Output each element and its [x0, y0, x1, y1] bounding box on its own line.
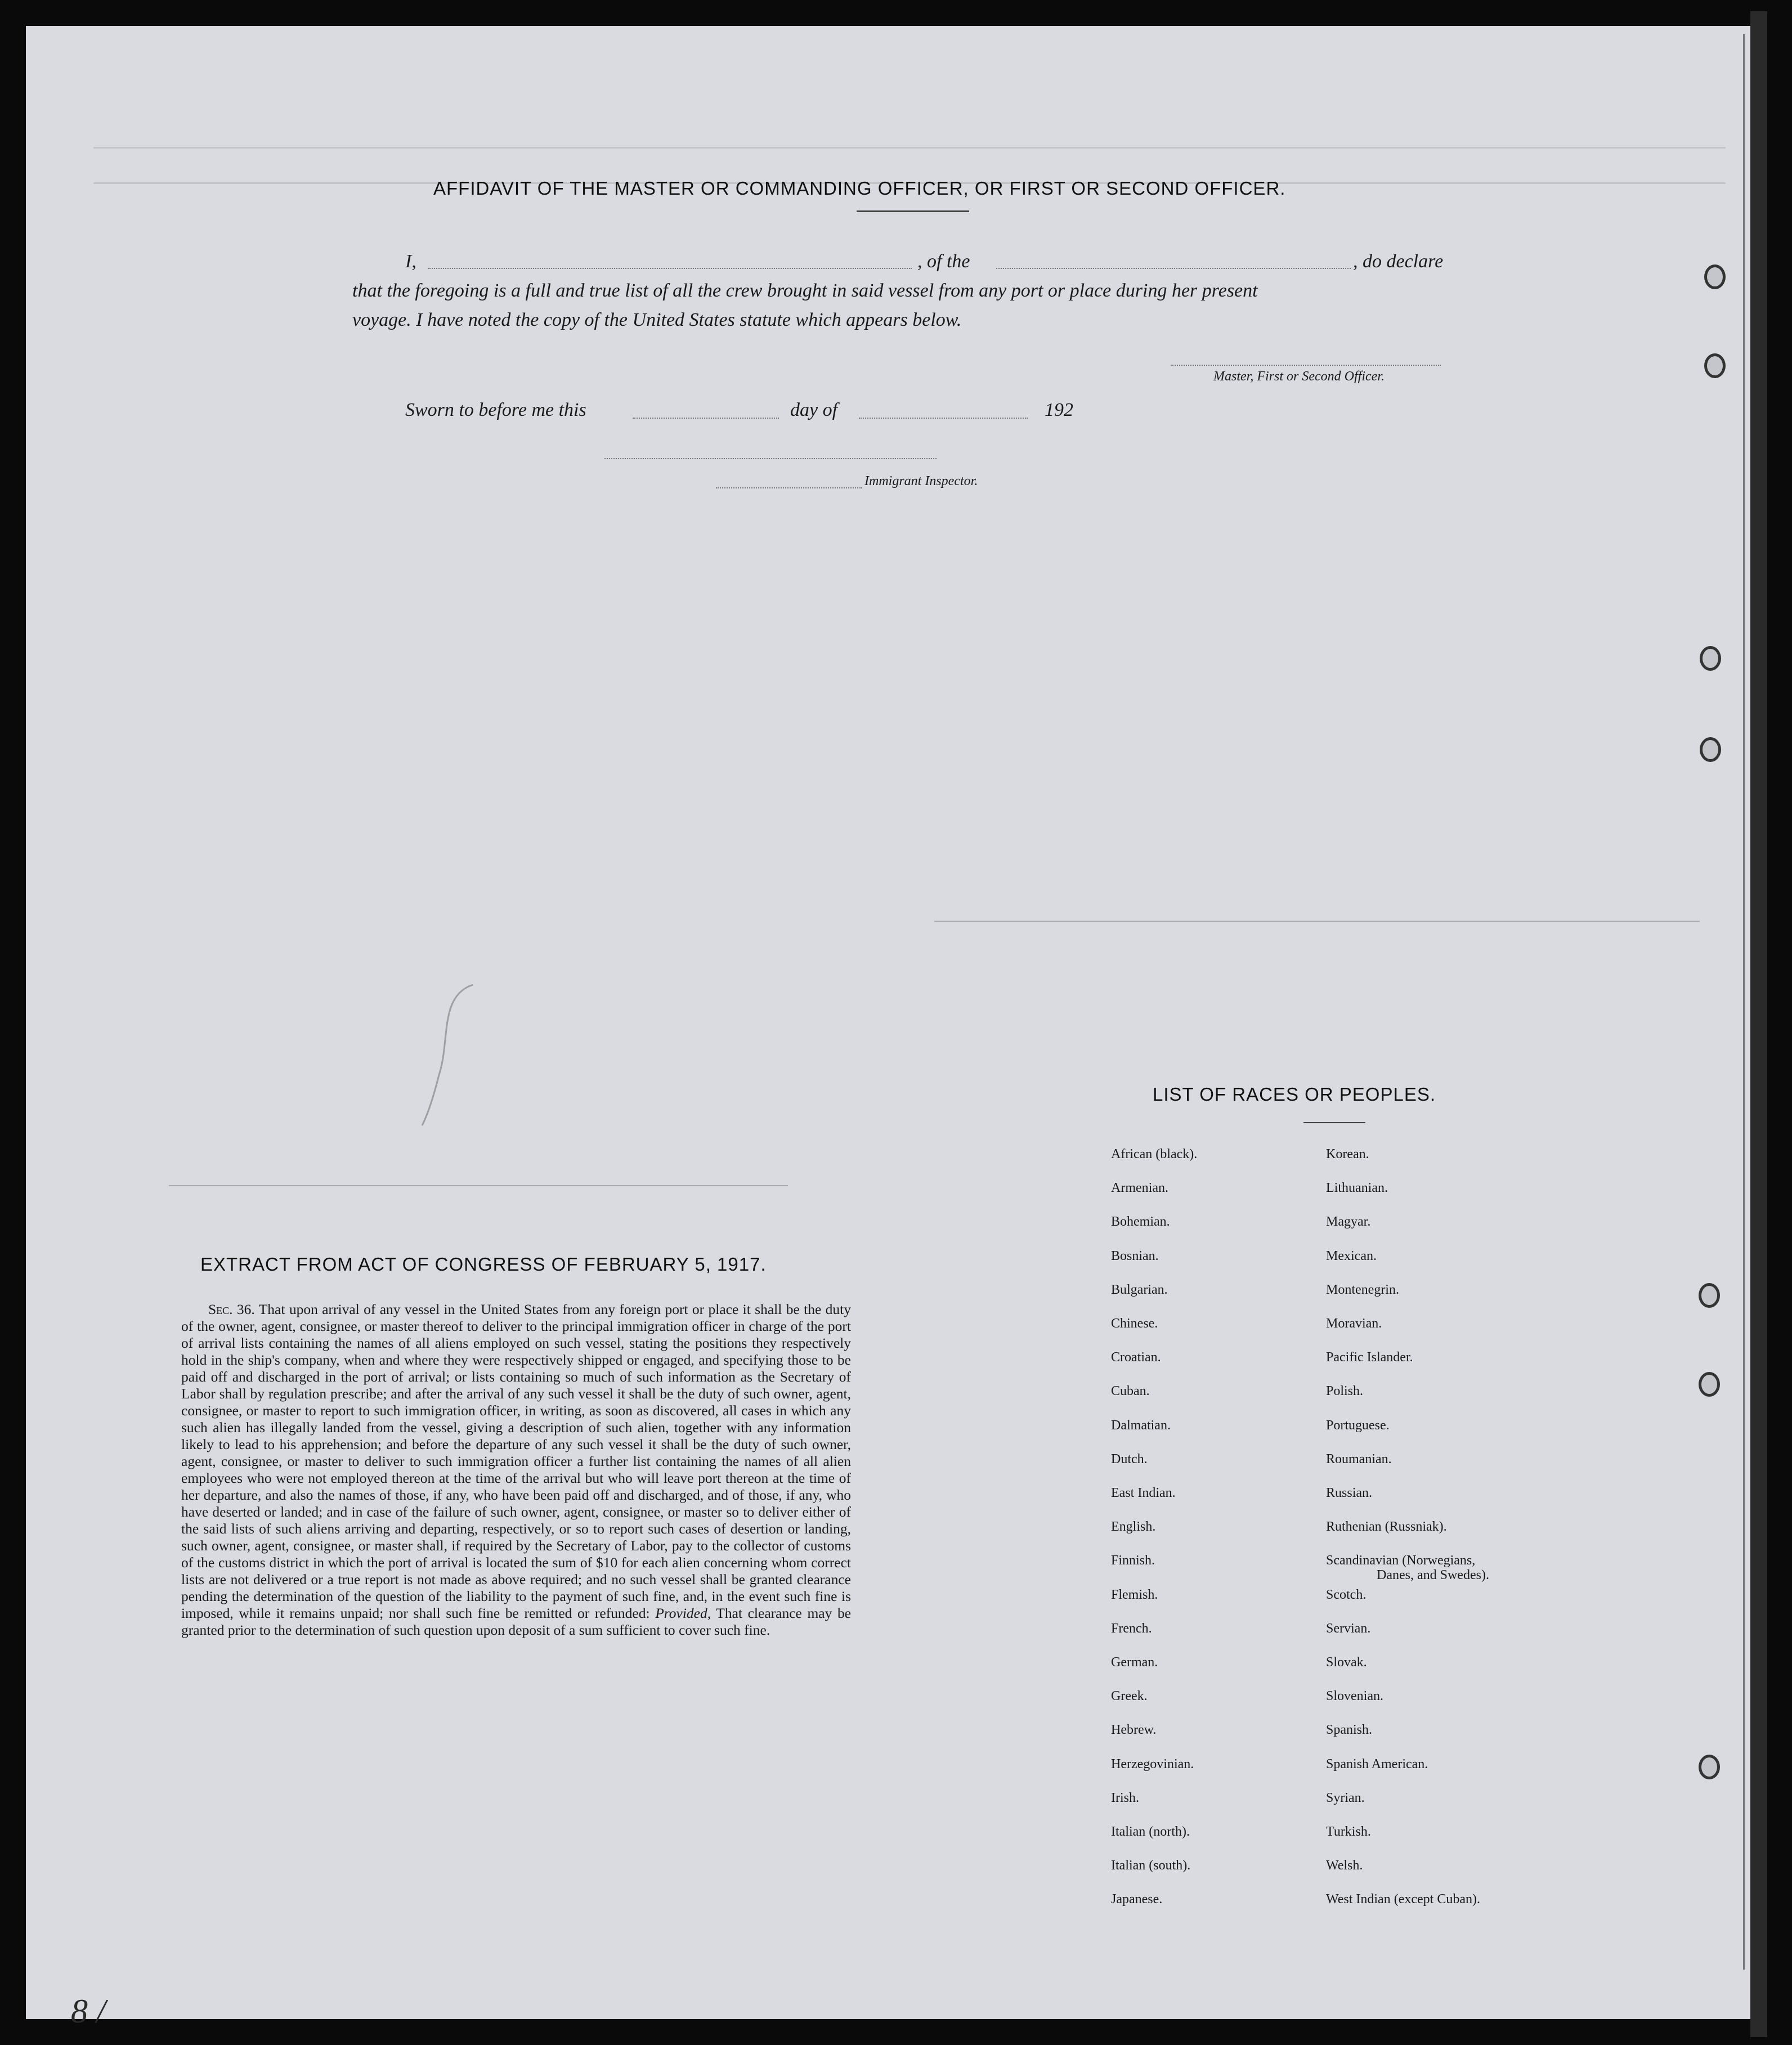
- race-item: Croatian.: [1111, 1350, 1161, 1365]
- statute-body: That upon arrival of any vessel in the United States from any foreign port or place it shall be the duty of the owner, agent, consignee, or master thereof to deliver to the principal immigration officer in charge of the port of arrival lists containing the names of all aliens employed on such vessel, stating the positions they respectively hold in the ship's company, when and where they were respectively shipped or engaged, and specifying those to be paid off and discharged in the port of arrival; or lists containing so much of such information as the Secretary of Labor shall by regulation prescribe; and after the arrival of any such vessel it shall be the duty of such owner, agent, consignee, or master to report to such immigration officer, in writing, as soon as discovered, all cases in which any such alien has illegally landed from the vessel, giving a description of such alien, together with any information likely to lead to his apprehension; and before the departure of any such vessel it shall be the duty of such owner, agent, consignee, or master to deliver to such immigration officer a further list containing the names of all alien employees who were not employed thereon at the time of the arrival but who will leave port thereon at the time of her departure, and also the names of those, if any, who have been paid off and discharged, and of those, if any, who have deserted or landed; and in case of the failure of such owner, agent, consignee, or master so to deliver either of the said lists of such aliens arriving and departing, respectively, or so to report such cases of desertion or landing, such owner, agent, consignee, or master shall, if required by the Secretary of Labor, pay to the collector of customs of the customs district in which the port of arrival is located the sum of $10 for each alien concerning whom correct lists are not delivered or a true report is not made as above required; and no such vessel shall be granted clearance pending the determination of the question of the liability to the payment of such fine, and, in the event such fine is imposed, while it remains unpaid; nor shall such fine be remitted or refunded:: [181, 1301, 851, 1621]
- race-item: German.: [1111, 1655, 1158, 1670]
- fold-line: [934, 921, 1700, 922]
- scanner-edge: [1750, 11, 1767, 2037]
- races-title: LIST OF RACES OR PEOPLES.: [1153, 1084, 1436, 1105]
- race-item: English.: [1111, 1519, 1156, 1535]
- sworn-prefix: Sworn to before me this: [405, 400, 586, 420]
- page-edge-line: [1743, 34, 1745, 1970]
- sworn-day-field[interactable]: [633, 418, 779, 419]
- race-item: Roumanian.: [1326, 1451, 1392, 1467]
- race-item: Korean.: [1326, 1147, 1369, 1161]
- binder-hole: [1700, 737, 1721, 762]
- sworn-year: 192: [1045, 400, 1073, 420]
- race-item: Chinese.: [1111, 1316, 1158, 1331]
- affidavit-line3: voyage. I have noted the copy of the United States statute which appears below.: [352, 310, 962, 330]
- corner-handwriting: 8 /: [71, 1993, 106, 2030]
- affidavit-line2: that the foregoing is a full and true list of all the crew brought in said vessel from any port or place during her present: [352, 280, 1258, 301]
- race-item: Dutch.: [1111, 1451, 1148, 1467]
- race-item: Scandinavian (Norwegians,: [1326, 1553, 1476, 1568]
- race-item: Cuban.: [1111, 1384, 1150, 1399]
- race-item: Welsh.: [1326, 1858, 1363, 1873]
- section-label: Sec. 36.: [208, 1301, 255, 1317]
- sworn-mid: day of: [790, 400, 838, 420]
- binder-hole: [1704, 353, 1726, 378]
- inspector-label: Immigrant Inspector.: [864, 474, 978, 488]
- race-item: Portuguese.: [1326, 1418, 1390, 1433]
- race-item: Mexican.: [1326, 1248, 1377, 1263]
- race-item: Magyar.: [1326, 1214, 1371, 1230]
- vessel-name-field[interactable]: [996, 268, 1351, 269]
- sworn-month-field[interactable]: [859, 418, 1028, 419]
- race-item: African (black).: [1111, 1147, 1198, 1161]
- race-item: Pacific Islander.: [1326, 1350, 1413, 1365]
- race-item: Scotch.: [1326, 1587, 1367, 1602]
- race-item: Italian (south).: [1111, 1858, 1191, 1873]
- race-item: Lithuanian.: [1326, 1181, 1388, 1196]
- race-item-continuation: Danes, and Swedes).: [1377, 1568, 1489, 1583]
- affidavit-title-rule: [857, 210, 969, 212]
- affidavit-title: AFFIDAVIT OF THE MASTER OR COMMANDING OFFICER, OR FIRST OR SECOND OFFICER.: [433, 178, 1286, 199]
- race-item: Flemish.: [1111, 1587, 1158, 1602]
- statute-text: [181, 1301, 851, 1639]
- race-item: Italian (north).: [1111, 1824, 1190, 1839]
- master-name-field[interactable]: [428, 268, 912, 269]
- race-item: East Indian.: [1111, 1486, 1176, 1500]
- proviso-word: Provided,: [655, 1605, 711, 1621]
- proviso-text: That clearance may be granted prior to the determination of such question upon deposit of a sum sufficient to cover such fine.: [181, 1605, 852, 1638]
- binder-hole: [1704, 264, 1726, 289]
- race-item: Servian.: [1326, 1621, 1371, 1636]
- race-item: Spanish.: [1326, 1723, 1373, 1738]
- race-item: Japanese.: [1111, 1892, 1163, 1907]
- races-title-rule: [1303, 1122, 1365, 1123]
- race-item: Slovenian.: [1326, 1689, 1383, 1704]
- extract-title: EXTRACT FROM ACT OF CONGRESS OF FEBRUARY 5, 1917.: [200, 1254, 767, 1275]
- race-item: Bulgarian.: [1111, 1282, 1168, 1297]
- race-item: Armenian.: [1111, 1181, 1168, 1196]
- affidavit-line1-mid: , of the: [917, 251, 970, 272]
- binder-hole: [1699, 1372, 1720, 1397]
- race-item: Syrian.: [1326, 1790, 1365, 1805]
- inspector-line-upper: [604, 458, 937, 459]
- race-item: Finnish.: [1111, 1553, 1155, 1568]
- race-item: Dalmatian.: [1111, 1418, 1171, 1433]
- inspector-signature-field[interactable]: [716, 487, 862, 488]
- race-item: Ruthenian (Russniak).: [1326, 1519, 1447, 1535]
- race-item: Bohemian.: [1111, 1214, 1170, 1230]
- race-item: Turkish.: [1326, 1824, 1371, 1839]
- race-item: Greek.: [1111, 1689, 1148, 1704]
- race-item: Montenegrin.: [1326, 1282, 1399, 1297]
- affidavit-line1-suffix: , do declare: [1353, 251, 1444, 272]
- race-item: Herzegovinian.: [1111, 1756, 1194, 1772]
- race-item: Spanish American.: [1326, 1756, 1428, 1772]
- race-item: Irish.: [1111, 1790, 1139, 1805]
- race-item: Slovak.: [1326, 1655, 1367, 1670]
- race-item: Hebrew.: [1111, 1723, 1157, 1738]
- binder-hole: [1699, 1755, 1720, 1779]
- race-item: Moravian.: [1326, 1316, 1382, 1331]
- race-item: West Indian (except Cuban).: [1326, 1892, 1480, 1907]
- fold-line: [169, 1185, 788, 1186]
- race-item: Russian.: [1326, 1486, 1373, 1500]
- affidavit-line1-prefix: I,: [405, 251, 416, 272]
- pencil-stroke: [405, 974, 484, 1131]
- race-item: Bosnian.: [1111, 1248, 1159, 1263]
- binder-hole: [1699, 1283, 1720, 1308]
- master-signature-label: Master, First or Second Officer.: [1213, 369, 1385, 384]
- master-signature-field[interactable]: [1171, 365, 1441, 366]
- race-item: French.: [1111, 1621, 1152, 1636]
- binder-hole: [1700, 646, 1721, 671]
- race-item: Polish.: [1326, 1384, 1364, 1399]
